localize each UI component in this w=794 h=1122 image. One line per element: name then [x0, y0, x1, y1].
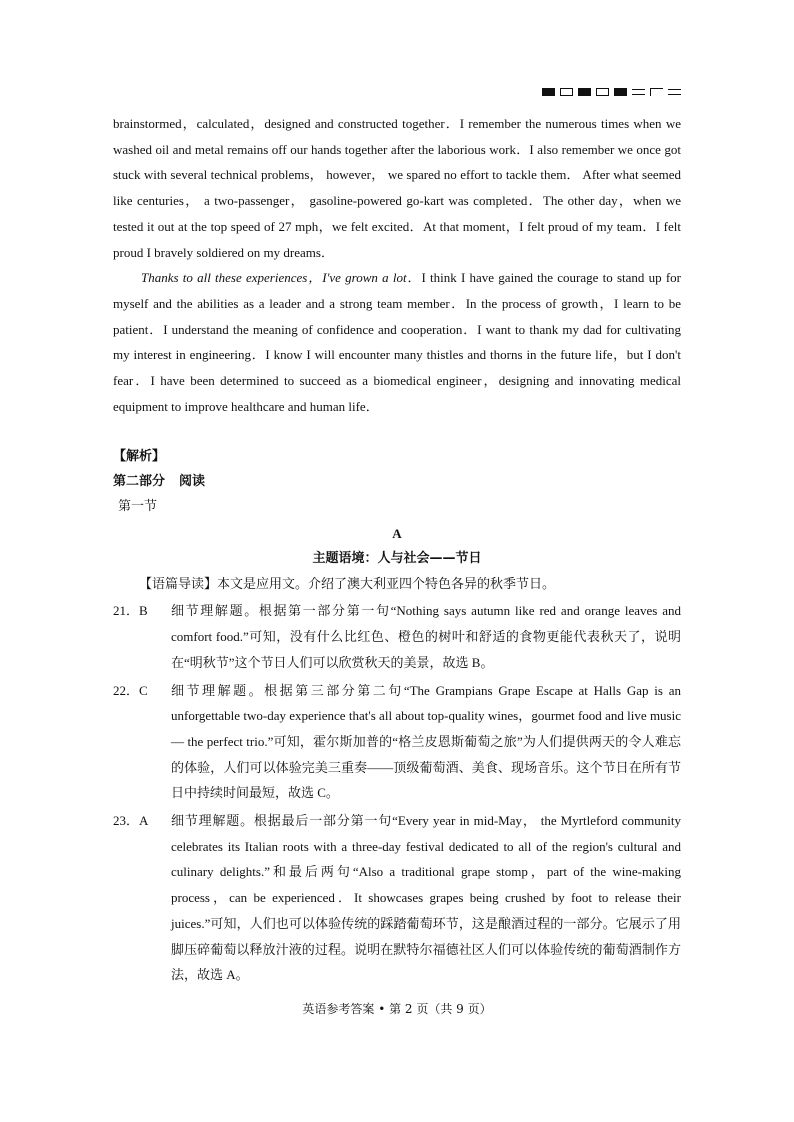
essay-paragraph-1: brainstormed，calculated，designed and constructed together．I remember the numerous times when we washed oil and metal remains off our hands together after the laborious work．I also remember we once got stuck with several technical problems， however， we spared no effort to tackle them． After what seemed like centuries， a two-passenger， gasoline-powered go-kart was completed．The other day，when we tested it out at the top speed of 27 mph，we felt excited．At that moment，I felt proud of my team．I felt proud I bravely soldiered on my dreams． [113, 116, 681, 260]
essay-paragraph-2 [113, 265, 681, 419]
header-mark [668, 89, 681, 95]
part-number: 第二部分 [113, 474, 166, 490]
header-mark [632, 89, 645, 95]
header-mark [578, 88, 591, 96]
header-mark [542, 88, 555, 96]
passage-guide: 【语篇导读】本文是应用文。介绍了澳大利亚四个特色各异的秋季节日。 [139, 576, 556, 592]
analysis-heading: 【解析】 [113, 449, 166, 465]
part-heading [113, 469, 681, 494]
answer-number: 22．C [113, 682, 148, 698]
essay-paragraph-2-rest: ．I think I have gained the courage to stand up for myself and the abilities as a leader and a strong team member．In the process of growth，I learn to be patient．I understand the meaning of confidence and cooperation．I want to thank my dad for cultivating my interest in engineering．I know I will encounter many thistles and thorns in the future life，but I don't fear．I have been determined to succeed as a biomedical engineer，designing and innovating medical equipment to improve healthcare and human life． [113, 270, 682, 414]
answer-number: 23．A [113, 813, 149, 829]
answer-item [113, 598, 681, 675]
passage-letter: A [392, 526, 402, 542]
essay-italic-sentence: Thanks to all these experiences，I've grown a lot [141, 270, 407, 286]
page-body [113, 111, 681, 988]
section-heading: 第一节 [118, 499, 158, 515]
answer-explanation: 细节理解题。根据第三部分第二句“The Grampians Grape Escape at Halls Gap is an unforgettable two-day experience that's all about top-quality wines，gourmet food and live music — the perfect trio.”可知，霍尔斯加普的“格兰皮恩斯葡萄之旅”为人们提供两天的令人难忘的体验，人们可以体验完美三重奏——顶级葡萄酒、美食、现场音乐。这个节日在所有节日中持续时间最短，故选 C。 [171, 682, 681, 801]
answer-item [113, 678, 681, 807]
header-mark [650, 88, 663, 96]
answer-explanation: 细节理解题。根据最后一部分第一句“Every year in mid-May， the Myrtleford community celebrates its Italian roots with a three-day festival dedicated to all of the region's cultural and culinary delights.”和最后两句“Also a traditional grape stomp，part of the wine-making process，can be experienced．It showcases grapes being crushed by foot to release their juices.”可知，人们也可以体验传统的踩踏葡萄环节，这是酿酒过程的一部分。它展示了用脚压碎葡萄以释放汁液的过程。说明在默特尔福德社区人们可以体验传统的葡萄酒制作方法，故选 A。 [171, 813, 681, 983]
header-mark [560, 88, 573, 96]
header-decoration [542, 88, 681, 96]
answer-number: 21．B [113, 603, 148, 619]
header-mark [596, 88, 609, 96]
answer-explanation: 细节理解题。根据第一部分第一句“Nothing says autumn like red and orange leaves and comfort food.”可知，没有什么比红色、橙色的树叶和舒适的食物更能代表秋天了，说明在“明秋节”这个节日人们可以欣赏秋天的美景，故选 B。 [171, 603, 681, 670]
header-mark [614, 88, 627, 96]
part-name: 阅读 [179, 474, 206, 490]
theme-context: 主题语境：人与社会——节日 [312, 551, 482, 567]
answer-item [113, 808, 681, 988]
page-footer: 英语参考答案 • 第 2 页（共 9 页） [302, 1002, 492, 1016]
